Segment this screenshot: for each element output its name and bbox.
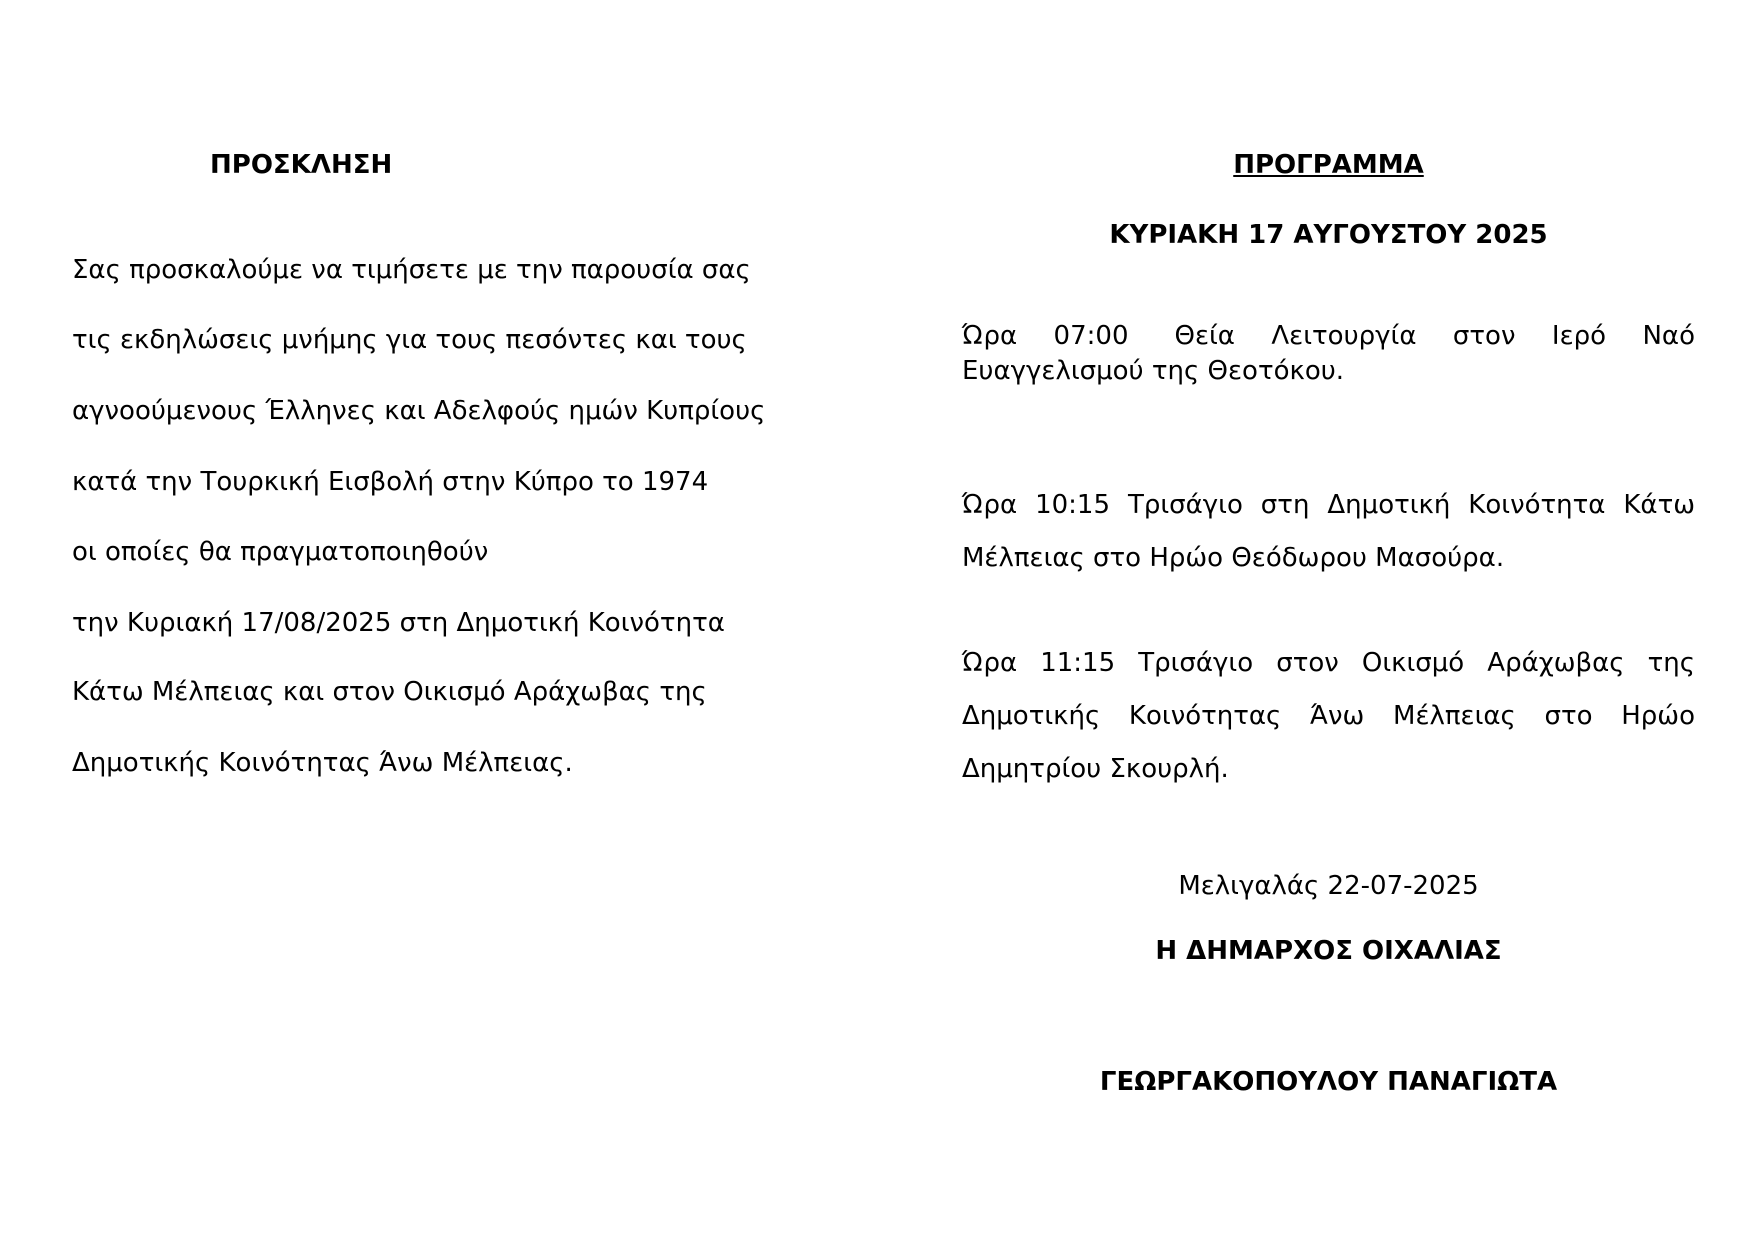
- invitation-line: οι οποίες θα πραγματοποιηθούν: [72, 537, 489, 567]
- program-item-line: Ευαγγελισμού της Θεοτόκου.: [962, 356, 1345, 386]
- invitation-section: [72, 145, 792, 778]
- program-item: [962, 637, 1695, 796]
- program-item-line: Δημοτικής Κοινότητας Άνω Μέλπειας στο Ηρώο: [962, 701, 1695, 731]
- program-item-line: Ώρα 11:15 Τρισάγιο στον Οικισμό Αράχωβας της: [962, 648, 1695, 678]
- program-item-time: Ώρα 07:00: [962, 321, 1129, 351]
- program-date-heading: ΚΥΡΙΑΚΗ 17 ΑΥΓΟΥΣΤΟΥ 2025: [1109, 220, 1548, 250]
- program-item-line: [962, 319, 1695, 354]
- invitation-line: αγνοούμενους Έλληνες και Αδελφούς ημών Κυπρίους: [72, 396, 766, 426]
- program-section: [962, 145, 1695, 1097]
- program-item: [962, 479, 1695, 585]
- signatory-role: Η ΔΗΜΑΡΧΟΣ ΟΙΧΑΛΙΑΣ: [1155, 936, 1502, 966]
- invitation-line: κατά την Τουρκική Εισβολή στην Κύπρο το 1974: [72, 467, 709, 497]
- invitation-line: Κάτω Μέλπειας και στον Οικισμό Αράχωβας της: [72, 677, 707, 707]
- invitation-title: ΠΡΟΣΚΛΗΣΗ: [210, 150, 393, 180]
- program-item-line: Μέλπειας στο Ηρώο Θεόδωρου Μασούρα.: [962, 543, 1505, 573]
- invitation-line: τις εκδηλώσεις μνήμης για τους πεσόντες και τους: [72, 325, 747, 355]
- signatory-name: ΓΕΩΡΓΑΚΟΠΟΥΛΟΥ ΠΑΝΑΓΙΩΤΑ: [1099, 1067, 1558, 1097]
- program-item-line: Δημητρίου Σκουρλή.: [962, 754, 1229, 784]
- invitation-line: Σας προσκαλούμε να τιμήσετε με την παρουσία σας: [72, 255, 751, 285]
- program-item-text: Θεία Λειτουργία στον Ιερό Ναό: [1174, 321, 1695, 351]
- program-item: [962, 319, 1695, 389]
- program-item-line: Ώρα 10:15 Τρισάγιο στη Δημοτική Κοινότητα Κάτω: [962, 490, 1695, 520]
- program-title: ΠΡΟΓΡΑΜΜΑ: [1233, 150, 1424, 180]
- invitation-line: Δημοτικής Κοινότητας Άνω Μέλπειας.: [72, 748, 573, 778]
- place-date: Μελιγαλάς 22-07-2025: [1178, 871, 1479, 901]
- invitation-line: την Κυριακή 17/08/2025 στη Δημοτική Κοινότητα: [72, 608, 725, 638]
